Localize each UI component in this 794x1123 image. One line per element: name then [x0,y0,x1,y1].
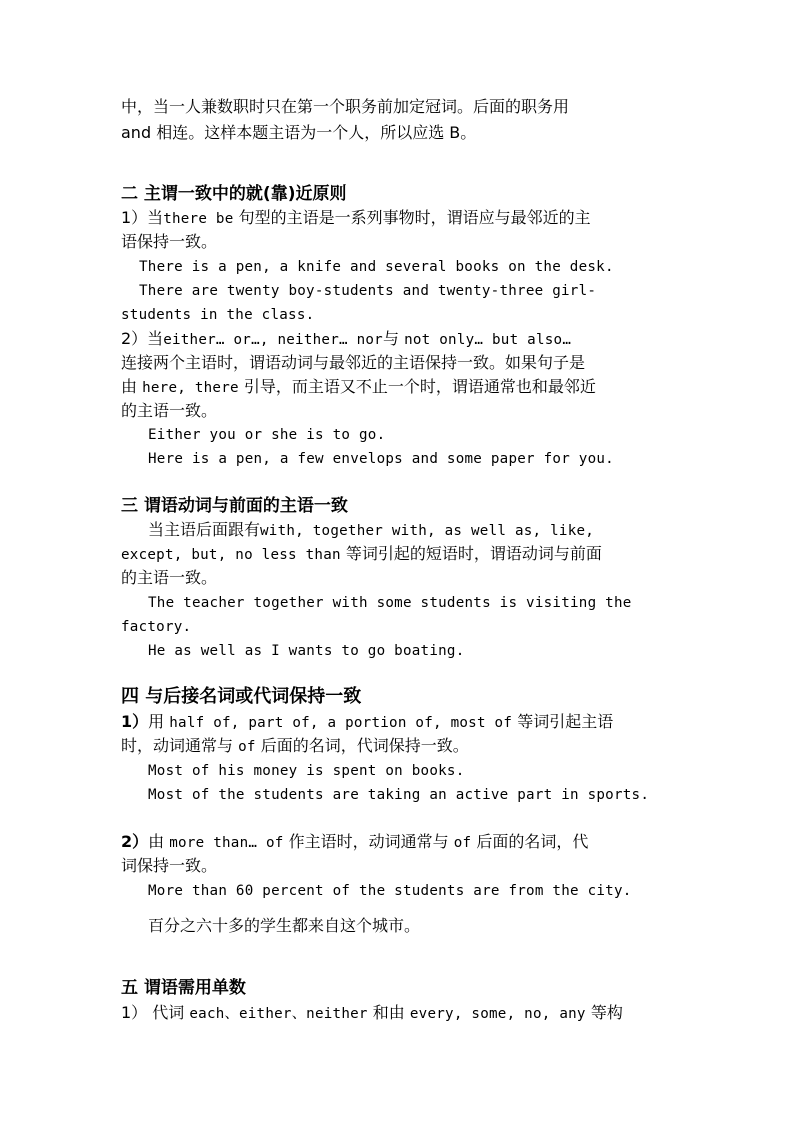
sec3-example-1-cont: factory. [121,619,192,635]
sec3-example-2: He as well as I wants to go boating. [148,643,465,659]
sec3-rule-line2: except, but, no less than 等词引起的短语时，谓语动词与前面 [121,544,602,563]
section-5-heading: 五 谓语需用单数 [121,978,246,998]
sec4-rule1-line2: 时，动词通常与 of 后面的名词，代词保持一致。 [121,736,469,755]
section-2-heading: 二 主谓一致中的就(靠)近原则 [121,184,347,204]
sec4-example-1: Most of his money is spent on books. [148,763,465,779]
sec5-rule1-line1: 1） 代词 each、either、neither 和由 every, some, no, any 等构 [121,1003,623,1022]
sec2-rule2-line2: 连接两个主语时，谓语动词与最邻近的主语保持一致。如果句子是 [121,353,586,372]
sec3-rule-line3: 的主语一致。 [121,568,218,587]
sec4-rule2-line2: 词保持一致。 [121,856,218,875]
sec3-example-1: The teacher together with some students is visiting the [148,595,632,611]
sec2-rule2-line4: 的主语一致。 [121,401,218,420]
sec2-example-3: Either you or she is to go. [148,427,386,443]
sec2-example-2-cont: students in the class. [121,307,315,323]
intro-line-2: and 相连。这样本题主语为一个人，所以应选 B。 [121,123,477,142]
sec2-rule2-line1: 2）当either… or…, neither… nor与 not only… but also… [121,329,572,348]
sec4-rule2-line1: 2）由 more than… of 作主语时，动词通常与 of 后面的名词，代 [121,832,589,851]
sec2-rule1-line1: 1）当there be 句型的主语是一系列事物时，谓语应与最邻近的主 [121,208,591,227]
sec3-rule-line1: 当主语后面跟有with, together with, as well as, like, [148,520,595,539]
sec4-example-2: Most of the students are taking an active part in sports. [148,787,650,803]
sec2-rule2-line3: 由 here, there 引导，而主语又不止一个时，谓语通常也和最邻近 [121,377,596,396]
sec2-example-1: There is a pen, a knife and several books on the desk. [139,259,614,275]
sec4-rule1-line1: 1）用 half of, part of, a portion of, most of 等词引起主语 [121,712,614,731]
sec2-example-2: There are twenty boy-students and twenty-three girl- [139,283,597,299]
sec4-example-3-translation: 百分之六十多的学生都来自这个城市。 [148,916,421,935]
sec2-example-4: Here is a pen, a few envelops and some paper for you. [148,451,614,467]
sec4-example-3: More than 60 percent of the students are from the city. [148,883,632,899]
section-4-heading: 四 与后接名词或代词保持一致 [121,686,362,707]
intro-line-1: 中，当一人兼数职时只在第一个职务前加定冠词。后面的职务用 [121,97,570,116]
section-3-heading: 三 谓语动词与前面的主语一致 [121,496,348,516]
sec2-rule1-line2: 语保持一致。 [121,232,218,251]
